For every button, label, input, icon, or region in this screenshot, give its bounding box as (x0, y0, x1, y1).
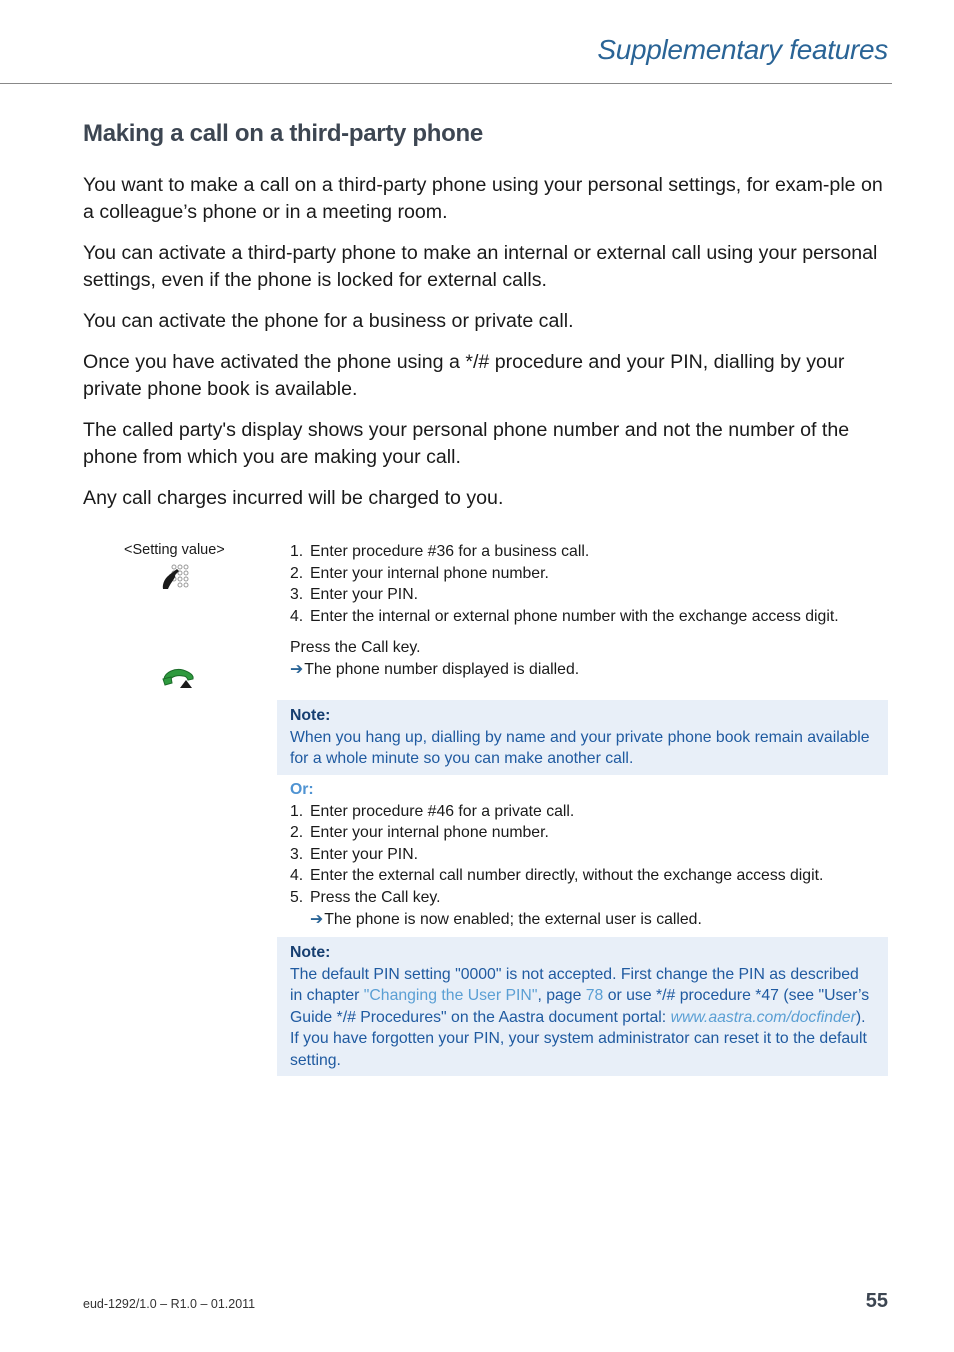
running-header: Supplementary features (597, 34, 888, 65)
paragraph: You can activate the phone for a business or private call. (83, 310, 574, 332)
paragraph: Any call charges incurred will be charged to you. (83, 487, 504, 509)
page-number: 55 (865, 1290, 888, 1312)
or-label: Or: (290, 781, 314, 798)
list-item: 2. Enter your internal phone number. (290, 824, 549, 842)
note-text: When you hang up, dialling by name and your private phone book remain available for a whole minute so you can make another call. (290, 728, 870, 768)
keypad-dial-icon (160, 563, 194, 591)
header-rule (0, 83, 892, 84)
private-result: ➔ The phone is now enabled; the external user is called. (290, 909, 885, 931)
pin-note-box (277, 937, 888, 1076)
private-steps (290, 779, 885, 930)
paragraph: Once you have activated the phone using a */# procedure and your PIN, dialling by your private phone book is available. (83, 351, 845, 400)
document-id: eud-1292/1.0 – R1.0 – 01.2011 (83, 1297, 256, 1311)
call-key-handset-icon (161, 664, 197, 690)
call-key-block (290, 637, 885, 680)
section-title: Making a call on a third-party phone (83, 120, 483, 147)
note-box (277, 700, 888, 775)
paragraph: The called party's display shows your personal phone number and not the number of the phone from which you are making your call. (83, 419, 850, 468)
call-key-instruction: Press the Call key. (290, 639, 421, 656)
list-item: 4. Enter the internal or external phone number with the exchange access digit. (290, 607, 839, 625)
list-item: 1. Enter procedure #36 for a business call. (290, 543, 590, 560)
intro-text (83, 172, 893, 526)
business-steps (290, 541, 885, 627)
call-key-result: ➔ The phone number displayed is dialled. (290, 659, 885, 681)
note-title: Note: (290, 707, 331, 724)
result-arrow-icon: ➔ (310, 910, 324, 928)
list-item: 1. Enter procedure #46 for a private call. (290, 802, 575, 820)
docfinder-link[interactable]: www.aastra.com/docfinder (670, 1008, 856, 1026)
list-item: 2. Enter your internal phone number. (290, 564, 549, 582)
list-item: 5. Press the Call key. (290, 888, 441, 906)
chapter-link[interactable]: "Changing the User PIN" (363, 987, 538, 1005)
paragraph: You can activate a third-party phone to make an internal or external call using your personal settings, even if the phone is locked for external calls. (83, 242, 878, 291)
list-item: 3. Enter your PIN. (290, 845, 418, 863)
list-item: 4. Enter the external call number directly, without the exchange access digit. (290, 867, 824, 885)
page-link[interactable]: 78 (585, 987, 604, 1005)
list-item: 3. Enter your PIN. (290, 586, 418, 604)
note-title: Note: (290, 944, 331, 961)
paragraph: You want to make a call on a third-party phone using your personal settings, for exam-ple on a colleague’s phone or in a meeting room. (83, 174, 883, 223)
result-arrow-icon: ➔ (290, 660, 304, 678)
note-text: The default PIN setting "0000" is not accepted. First change the PIN as described in chapter "Changing the User PIN", page 78 or use */# procedure *47 (see "User’s Guide */# Procedures" on the Aastra document portal: www.aastra.com/docfinder). If you have forgotten your PIN, your system administrator can reset it to the default setting. (290, 965, 870, 1069)
setting-value-label: <Setting value> (124, 542, 225, 558)
